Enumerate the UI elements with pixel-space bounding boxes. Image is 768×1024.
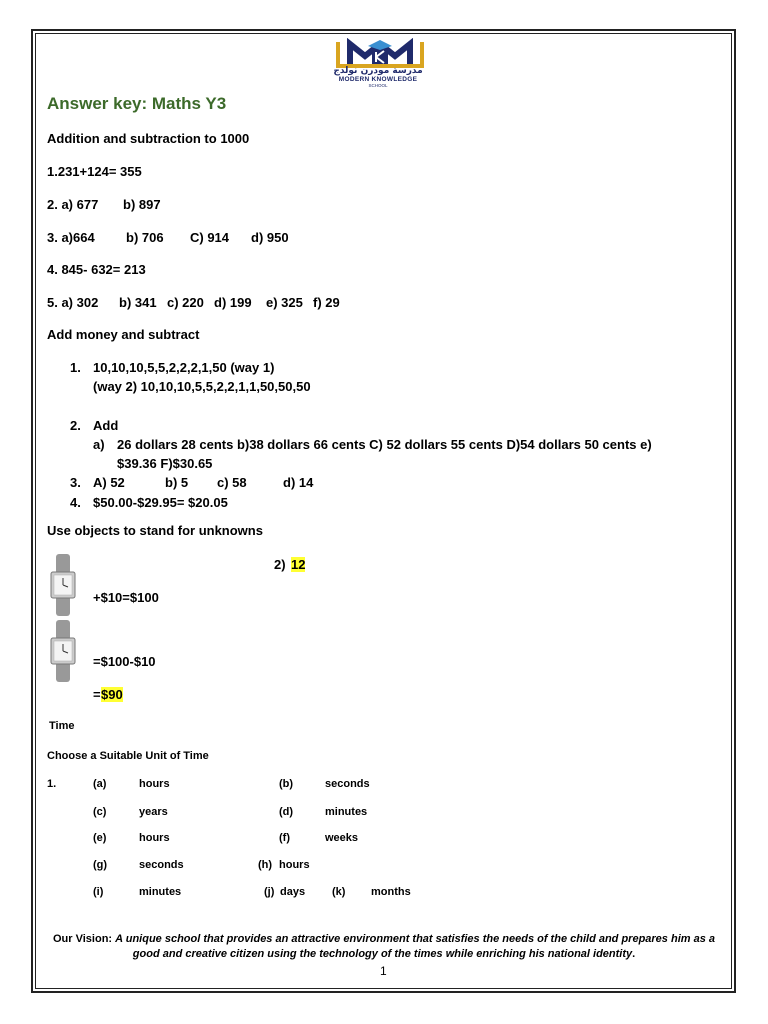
vision-period: . xyxy=(632,948,636,960)
answer-5f: f) 29 xyxy=(313,295,340,310)
answer-3c: C) 914 xyxy=(190,230,230,245)
money-item-2-label: Add xyxy=(93,418,119,433)
time-answer-j: days xyxy=(280,886,306,898)
section-heading-addition: Addition and subtraction to 1000 xyxy=(47,131,250,146)
unknowns-answer-2-value: 12 xyxy=(291,557,306,572)
time-label-b: (b) xyxy=(279,778,294,790)
money-item-1-line1: 10,10,10,5,5,2,2,2,1,50 (way 1) xyxy=(93,360,275,375)
answer-5c: c) 220 xyxy=(167,295,204,310)
time-answer-d: minutes xyxy=(325,806,368,818)
answer-1: 1.231+124= 355 xyxy=(47,164,142,179)
money-item-3a: A) 52 xyxy=(93,475,125,490)
money-item-3c: c) 58 xyxy=(217,475,247,490)
vision-label: Our Vision: xyxy=(53,933,113,945)
time-answer-b: seconds xyxy=(325,778,370,790)
unknowns-equation-2: =$100-$10 xyxy=(93,654,156,669)
time-label-d: (d) xyxy=(279,806,294,818)
answer-3d: d) 950 xyxy=(251,230,289,245)
wristwatch-icon xyxy=(50,620,76,682)
time-label-j: (j) xyxy=(264,886,275,898)
time-answer-g: seconds xyxy=(139,859,184,871)
section-heading-money: Add money and subtract xyxy=(47,327,200,342)
time-label-g: (g) xyxy=(93,859,108,871)
time-label-i: (i) xyxy=(93,886,104,898)
time-label-e: (e) xyxy=(93,832,107,844)
time-answer-f: weeks xyxy=(325,832,359,844)
time-label-f: (f) xyxy=(279,832,290,844)
answer-3a: 3. a)664 xyxy=(47,230,95,245)
money-item-4: $50.00-$29.95= $20.05 xyxy=(93,495,228,510)
money-item-2-number: 2. xyxy=(70,418,81,433)
money-item-4-number: 4. xyxy=(70,495,81,510)
money-item-3-number: 3. xyxy=(70,475,81,490)
answer-5a: 5. a) 302 xyxy=(47,295,99,310)
money-item-2-line1: 26 dollars 28 cents b)38 dollars 66 cents C) 52 dollars 55 cents D)54 dollars 50 cents e) xyxy=(117,437,652,452)
time-answer-e: hours xyxy=(139,832,170,844)
time-question-number: 1. xyxy=(47,778,57,790)
time-label-k: (k) xyxy=(332,886,346,898)
school-logo xyxy=(320,38,440,88)
time-label-h: (h) xyxy=(258,859,273,871)
money-item-3d: d) 14 xyxy=(283,475,314,490)
answer-5b: b) 341 xyxy=(119,295,157,310)
time-answer-c: years xyxy=(139,806,168,818)
vision-text: A unique school that provides an attractive environment that satisfies the needs of the child and prepares him as a good and creative citizen using the technology of the times while enriching his national identity xyxy=(115,933,715,960)
money-item-3b: b) 5 xyxy=(165,475,189,490)
unknowns-answer-2-prefix: 2) xyxy=(274,557,286,572)
time-answer-i: minutes xyxy=(139,886,182,898)
time-answer-h: hours xyxy=(279,859,310,871)
money-item-1-number: 1. xyxy=(70,360,81,375)
unknowns-equation-1: +$10=$100 xyxy=(93,590,159,605)
money-item-1-line2: (way 2) 10,10,10,5,5,2,2,1,1,50,50,50 xyxy=(93,379,311,394)
unknowns-equation-3-prefix: = xyxy=(93,687,101,702)
unknowns-equation-3-value: $90 xyxy=(101,687,123,702)
answer-5e: e) 325 xyxy=(266,295,303,310)
time-label-c: (c) xyxy=(93,806,107,818)
answer-3b: b) 706 xyxy=(126,230,164,245)
answer-4: 4. 845- 632= 213 xyxy=(47,262,146,277)
time-answer-a: hours xyxy=(139,778,170,790)
money-item-2-line2: $39.36 F)$30.65 xyxy=(117,456,213,471)
section-heading-unknowns: Use objects to stand for unknowns xyxy=(47,523,263,538)
logo-arabic-text: مدرسة مودرن نولدج xyxy=(333,66,423,76)
money-item-2-sub: a) xyxy=(93,437,105,452)
answer-2a: 2. a) 677 xyxy=(47,197,99,212)
school-vision-statement xyxy=(44,932,724,962)
logo-sub-text: SCHOOL xyxy=(368,83,388,88)
section-heading-time: Time xyxy=(49,720,75,732)
answer-2b: b) 897 xyxy=(123,197,161,212)
page-number: 1 xyxy=(380,964,387,978)
logo-english-text: MODERN KNOWLEDGE xyxy=(338,76,418,83)
wristwatch-icon xyxy=(50,554,76,616)
section-subheading-time-units: Choose a Suitable Unit of Time xyxy=(47,750,209,762)
time-answer-k: months xyxy=(371,886,411,898)
page-title: Answer key: Maths Y3 xyxy=(47,94,227,113)
answer-5d: d) 199 xyxy=(214,295,252,310)
time-label-a: (a) xyxy=(93,778,107,790)
